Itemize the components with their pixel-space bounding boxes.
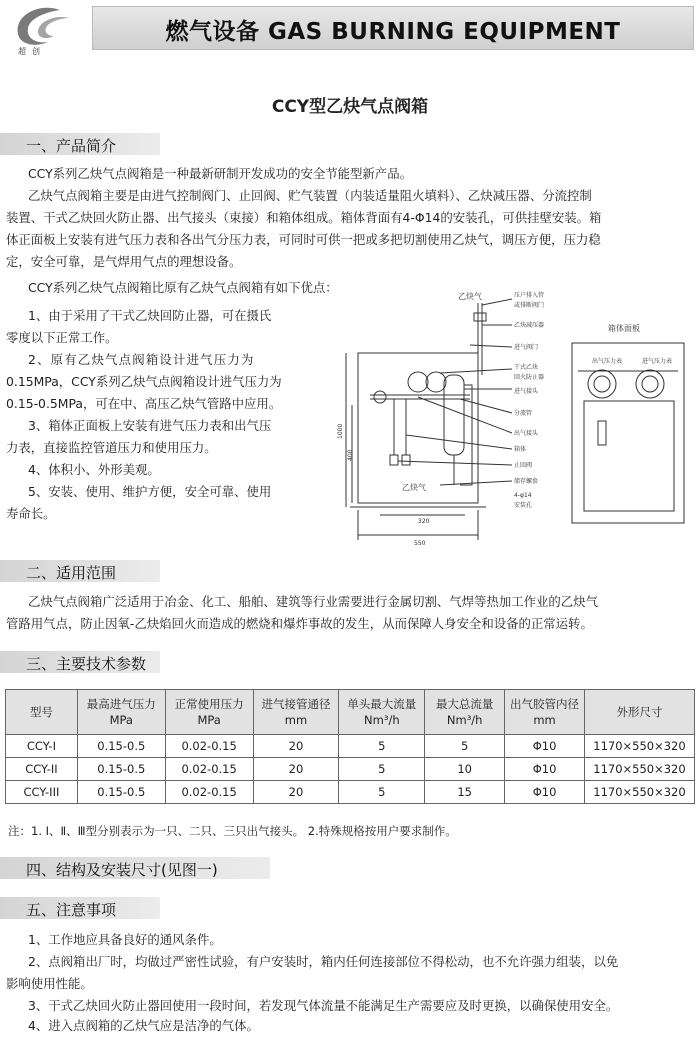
drawing-label-gas-in: 乙炔气 bbox=[458, 292, 482, 301]
drawing-dim-w2: 550 bbox=[414, 540, 426, 547]
table-cell: CCY-II bbox=[6, 758, 78, 781]
advantage-4: 4、体积小、外形美观。 bbox=[28, 462, 160, 477]
header-line: 最大总流量 bbox=[435, 697, 494, 711]
drawing-label-panel-title: 箱体面板 bbox=[608, 324, 640, 333]
spec-table bbox=[5, 689, 695, 804]
table-cell: Φ10 bbox=[505, 735, 585, 758]
drawing-label: 安装孔 bbox=[514, 502, 533, 509]
advantage-2c: 0.15-0.5MPa，可在中、高压乙炔气管路中应用。 bbox=[6, 396, 282, 411]
caution-3: 3、干式乙炔回火防止器回使用一段时间，若发现气体流量不能满足生产需要应及时更换，以确保使用安全。 bbox=[28, 998, 619, 1013]
table-cell: 10 bbox=[425, 758, 505, 781]
intro-paragraph-2b: 装置、干式乙炔回火防止器、出气接头（束接）和箱体组成。箱体背面有4-Φ14的安装孔，可供挂壁安装。箱 bbox=[6, 210, 602, 225]
advantage-5a: 5、安装、使用、维护方便，安全可靠、使用 bbox=[28, 484, 272, 499]
header-unit: MPa bbox=[109, 713, 133, 727]
table-header-row bbox=[6, 690, 695, 735]
advantage-2b: 0.15MPa，CCY系列乙炔气点阀箱设计进气压力为 bbox=[6, 374, 282, 389]
structure-drawing bbox=[337, 285, 700, 555]
header-title: 燃气设备 GAS BURNING EQUIPMENT bbox=[165, 19, 621, 45]
header-unit: mm bbox=[284, 713, 308, 727]
drawing-label: 进气接头 bbox=[514, 388, 539, 395]
table-cell: 1170×550×320 bbox=[584, 758, 694, 781]
drawing-label-gas-out: 乙炔气 bbox=[402, 483, 426, 492]
header-line: 单头最大流量 bbox=[347, 697, 417, 711]
table-cell: 5 bbox=[339, 781, 425, 804]
caution-2a: 2、点阀箱出厂时，均做过严密性试验，有户安装时，箱内任何连接部位不得松动，也不允许强力组装，以免 bbox=[28, 954, 619, 969]
table-row bbox=[6, 735, 695, 758]
intro-paragraph-2a: 乙炔气点阀箱主要是由进气控制阀门、止回阀、贮气装置（内装适量阻火填料）、乙炔减压器、分流控制 bbox=[28, 188, 592, 203]
section-heading-intro bbox=[0, 133, 160, 155]
caution-1: 1、工作地应具备良好的通风条件。 bbox=[28, 932, 222, 947]
table-cell: 20 bbox=[253, 735, 339, 758]
table-cell: 5 bbox=[425, 735, 505, 758]
header-line: 出气胶管内径 bbox=[510, 697, 580, 711]
advantage-3b: 力表，直接监控管道压力和使用压力。 bbox=[6, 440, 217, 455]
table-cell: 5 bbox=[339, 735, 425, 758]
table-header-cell bbox=[253, 690, 339, 735]
drawing-label: 回火防止器 bbox=[514, 374, 545, 381]
advantage-3a: 3、箱体正面板上安装有进气压力表和出气压 bbox=[28, 418, 272, 433]
drawing-label-gauge-out: 出气压力表 bbox=[592, 358, 623, 365]
table-cell: 0.02-0.15 bbox=[165, 758, 253, 781]
drawing-label: 压户排入管 bbox=[514, 292, 545, 299]
drawing-label: 干式乙炔 bbox=[514, 364, 539, 371]
table-cell: CCY-III bbox=[6, 781, 78, 804]
table-cell: Φ10 bbox=[505, 781, 585, 804]
table-row bbox=[6, 758, 695, 781]
section-heading-cautions bbox=[0, 897, 160, 919]
advantage-1a: 1、由于采用了干式乙炔回防止器，可在摄氏 bbox=[28, 308, 272, 323]
intro-paragraph-2d: 定，安全可靠，是气焊用气点的理想设备。 bbox=[6, 254, 242, 269]
section-heading-text: 二、适用范围 bbox=[26, 564, 117, 582]
header-unit: mm bbox=[533, 713, 556, 727]
table-cell: 15 bbox=[425, 781, 505, 804]
page-header bbox=[0, 0, 700, 62]
drawing-dim-height: 1000 bbox=[337, 423, 344, 439]
drawing-label: 箱体 bbox=[514, 446, 527, 453]
table-header-cell bbox=[339, 690, 425, 735]
table-note: 注：1. Ⅰ、Ⅱ、Ⅲ型分别表示为一只、二只、三只出气接头。 2.特殊规格按用户要求制作。 bbox=[8, 824, 457, 838]
drawing-label: 进气阀门 bbox=[514, 344, 539, 351]
section-heading-text: 三、主要技术参数 bbox=[26, 655, 147, 673]
header-unit: MPa bbox=[197, 713, 221, 727]
intro-paragraph-2c: 体正面板上安装有进气压力表和各出气分压力表，可同时可供一把或多把切割使用乙炔气，调压方便，压力稳 bbox=[6, 232, 601, 247]
table-header-cell bbox=[77, 690, 165, 735]
section-heading-text: 五、注意事项 bbox=[26, 901, 117, 919]
table-cell: 0.02-0.15 bbox=[165, 735, 253, 758]
drawing-label: 储存螺套 bbox=[514, 478, 539, 485]
drawing-dim-w1: 320 bbox=[418, 518, 430, 525]
drawing-label: 4-φ14 bbox=[514, 492, 532, 499]
table-row bbox=[6, 781, 695, 804]
advantage-2a: 2、原有乙炔气点阀箱设计进气压力为 bbox=[28, 352, 255, 367]
section-heading-text: 一、产品简介 bbox=[26, 137, 117, 155]
header-line: 进气接管通径 bbox=[261, 697, 331, 711]
drawing-label: 止回阀 bbox=[514, 462, 533, 469]
drawing-label: 出气接头 bbox=[514, 430, 539, 437]
logo-text: 超创 bbox=[18, 47, 46, 56]
header-unit: Nm³/h bbox=[446, 713, 483, 727]
intro-paragraph-3: CCY系列乙炔气点阀箱比原有乙炔气点阀箱有如下优点： bbox=[28, 280, 338, 295]
header-line: 正常使用压力 bbox=[174, 697, 244, 711]
section-heading-text: 四、结构及安装尺寸(见图一) bbox=[26, 861, 218, 879]
drawing-dim-inner: 400 bbox=[347, 449, 354, 461]
table-header-cell bbox=[165, 690, 253, 735]
section-heading-specs bbox=[0, 651, 160, 673]
drawing-label: 或排断阀门 bbox=[514, 302, 545, 309]
table-cell: 5 bbox=[339, 758, 425, 781]
advantage-5b: 寿命长。 bbox=[6, 506, 56, 521]
scope-paragraph-2: 管路用气点，防止因氧-乙炔焰回火而造成的燃烧和爆炸事故的发生，从而保障人身安全和设备的正常运转。 bbox=[6, 616, 593, 631]
page-title: CCY型乙炔气点阀箱 bbox=[271, 97, 429, 117]
table-cell: 1170×550×320 bbox=[584, 781, 694, 804]
header-line: 外形尺寸 bbox=[616, 705, 663, 719]
table-cell: 0.02-0.15 bbox=[165, 781, 253, 804]
table-header-cell bbox=[425, 690, 505, 735]
drawing-label-gauge-in: 进气压力表 bbox=[642, 358, 673, 365]
table-cell: CCY-I bbox=[6, 735, 78, 758]
drawing-label: 乙炔减压器 bbox=[514, 322, 545, 329]
header-banner bbox=[92, 6, 694, 50]
drawing-label: 分流管 bbox=[514, 410, 533, 417]
section-heading-structure bbox=[0, 857, 270, 879]
table-cell: 1170×550×320 bbox=[584, 735, 694, 758]
section-heading-scope bbox=[0, 560, 160, 582]
table-cell: 20 bbox=[253, 758, 339, 781]
table-cell: 20 bbox=[253, 781, 339, 804]
table-cell: Φ10 bbox=[505, 758, 585, 781]
advantage-1b: 零度以下正常工作。 bbox=[6, 330, 118, 345]
table-header-cell bbox=[6, 690, 78, 735]
intro-paragraph-1: CCY系列乙炔气点阀箱是一种最新研制开发成功的安全节能型新产品。 bbox=[28, 166, 412, 181]
header-line: 最高进气压力 bbox=[86, 697, 156, 711]
table-header-cell bbox=[584, 690, 694, 735]
table-header-cell bbox=[505, 690, 585, 735]
table-cell: 0.15-0.5 bbox=[77, 781, 165, 804]
caution-2b: 影响使用性能。 bbox=[6, 976, 93, 991]
table-cell: 0.15-0.5 bbox=[77, 735, 165, 758]
caution-4: 4、进入点阀箱的乙炔气应是洁净的气体。 bbox=[28, 1018, 259, 1033]
table-cell: 0.15-0.5 bbox=[77, 758, 165, 781]
scope-paragraph-1: 乙炔气点阀箱广泛适用于冶金、化工、船舶、建筑等行业需要进行金属切割、气焊等热加工作业的乙炔气 bbox=[28, 594, 598, 609]
header-unit: Nm³/h bbox=[364, 713, 400, 727]
header-line: 型号 bbox=[29, 705, 53, 719]
